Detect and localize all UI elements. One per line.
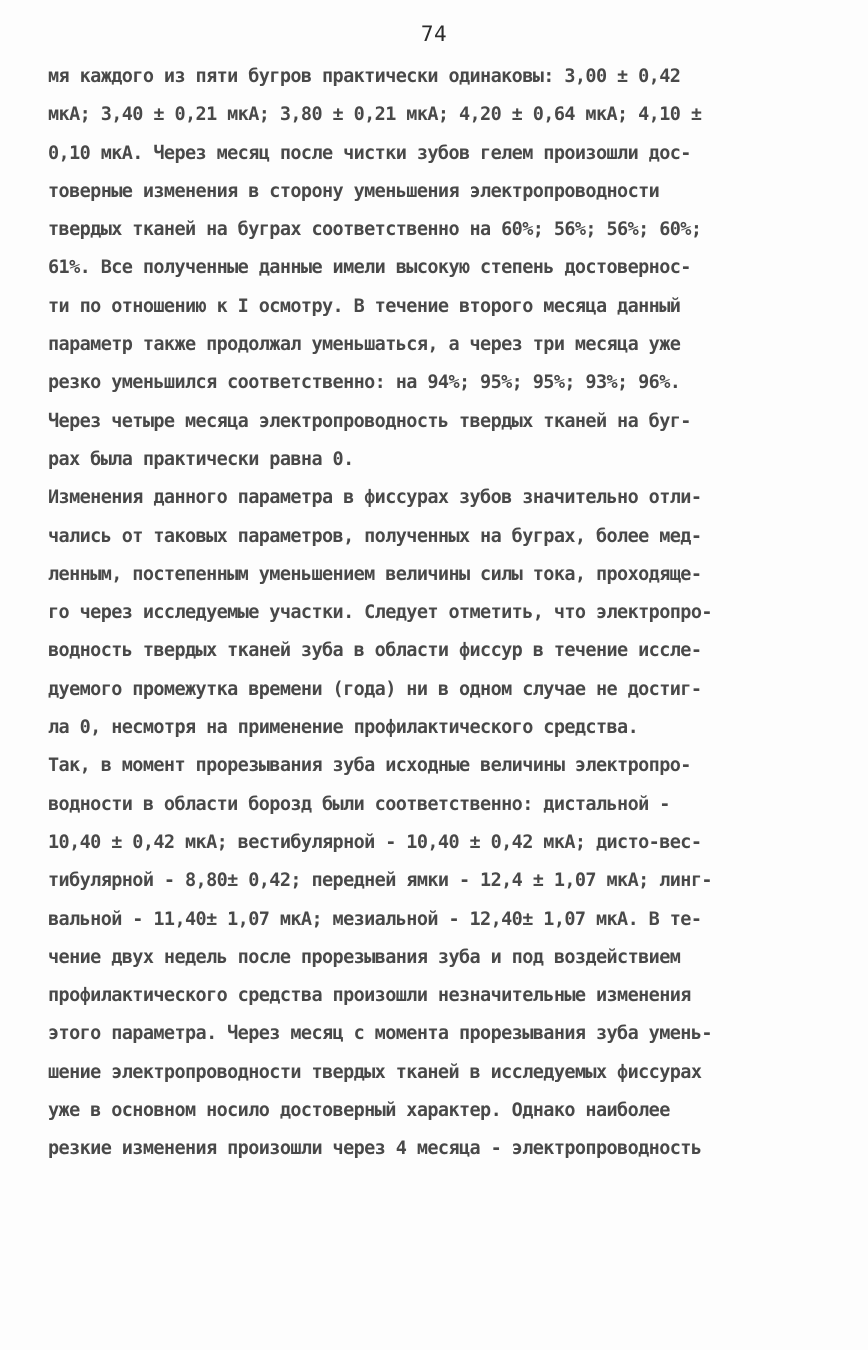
text-line: твердых тканей на буграх соответственно на 60%; 56%; 56%; 60%; [48,219,702,241]
text-line: шение электропроводности твердых тканей в исследуемых фиссурах [48,1061,702,1083]
body-text [48,58,838,1169]
text-line: Так, в момент прорезывания зуба исходные величины электропро- [48,755,691,777]
text-line: 10,40 ± 0,42 мкА; вестибулярной - 10,40 ± 0,42 мкА; дисто-вес- [48,831,702,853]
text-line: водность твердых тканей зуба в области фиссур в течение иссле- [48,640,702,662]
text-line: мя каждого из пяти бугров практически одинаковы: 3,00 ± 0,42 [48,66,681,87]
text-line: 0,10 мкА. Через месяц после чистки зубов гелем произошли дос- [48,142,691,164]
text-line: уже в основном носило достоверный характер. Однако наиболее [48,1100,670,1122]
text-line: го через исследуемые участки. Следует отметить, что электропро- [48,602,712,624]
text-line: чались от таковых параметров, полученных на буграх, более мед- [48,525,702,547]
text-line: профилактического средства произошли незначительные изменения [48,985,691,1007]
page-number: 74 [420,22,448,46]
text-line: Изменения данного параметра в фиссурах зубов значительно отли- [48,487,702,509]
text-line: резкие изменения произошли через 4 месяца - электропроводность [48,1138,702,1160]
text-line: параметр также продолжал уменьшаться, а через три месяца уже [48,334,681,356]
text-line: дуемого промежутка времени (года) ни в одном случае не достиг- [48,678,702,700]
text-line: ти по отношению к I осмотру. В течение второго месяца данный [48,295,681,317]
text-line: рах была практически равна 0. [48,448,354,470]
text-line: ленным, постепенным уменьшением величины силы тока, проходяще- [48,563,702,585]
text-line: мкА; 3,40 ± 0,21 мкА; 3,80 ± 0,21 мкА; 4,20 ± 0,64 мкА; 4,10 ± [48,104,702,126]
text-line: этого параметра. Через месяц с момента прорезывания зуба умень- [48,1023,712,1045]
text-line: резко уменьшился соответственно: на 94%; 95%; 95%; 93%; 96%. [48,372,681,394]
text-line: ла 0, несмотря на применение профилактического средства. [48,717,639,739]
text-line: тибулярной - 8,80± 0,42; передней ямки - 12,4 ± 1,07 мкА; линг- [48,870,712,892]
text-line: 61%. Все полученные данные имели высокую степень достовернос- [48,257,691,279]
text-line: чение двух недель после прорезывания зуба и под воздействием [48,946,681,968]
text-line: вальной - 11,40± 1,07 мкА; мезиальной - 12,40± 1,07 мкА. В те- [48,908,702,930]
text-line: товерные изменения в сторону уменьшения электропроводности [48,180,660,202]
text-line: водности в области борозд были соответственно: дистальной - [48,793,670,815]
text-line: Через четыре месяца электропроводность твердых тканей на буг- [48,410,691,432]
